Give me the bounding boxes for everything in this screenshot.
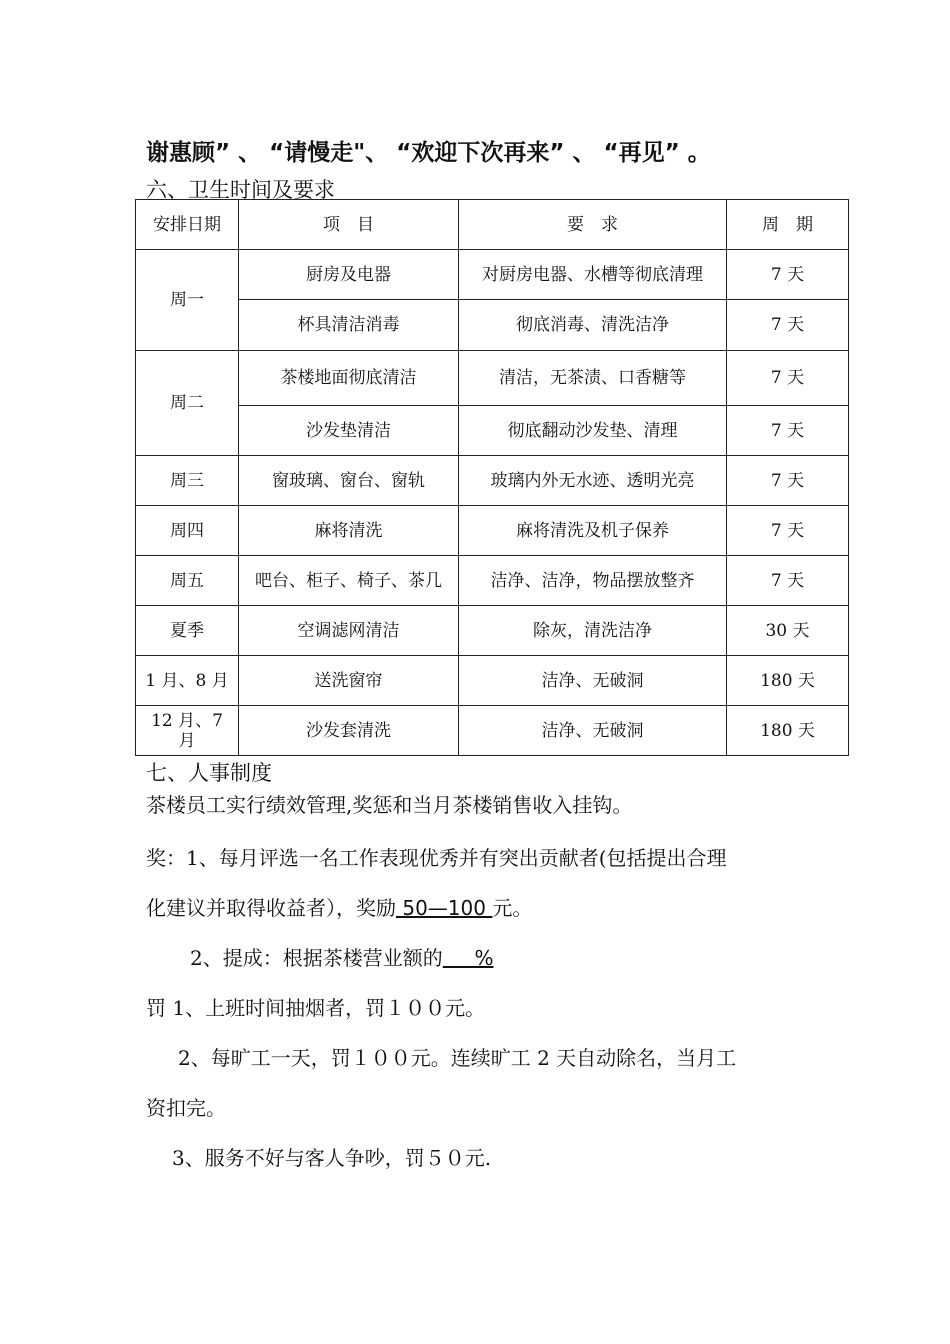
reward-amount: 50—100 [396,896,493,920]
cycle-cell: 180 天 [727,656,849,706]
cycle-cell: 30 天 [727,606,849,656]
header-date: 安排日期 [136,200,239,250]
reward-1-line-1: 奖：1、每月评选一名工作表现优秀并有突出贡献者(包括提出合理 [146,846,727,870]
penalty-2-line-1: 2、每旷工一天，罚１００元。连续旷工 2 天自动除名，当月工 [178,1046,737,1070]
table-row [136,406,849,456]
requirement-cell: 洁净、无破洞 [459,656,727,706]
day-cell: 周四 [136,506,239,556]
header-cycle: 周 期 [727,200,849,250]
day-cell: 周五 [136,556,239,606]
reward-1-suffix: 元。 [492,896,533,920]
hygiene-schedule-table [135,199,849,756]
table-row [136,300,849,351]
item-cell: 麻将清洗 [239,506,459,556]
commission-percent-blank: % [442,946,494,970]
item-cell: 厨房及电器 [239,250,459,300]
penalty-3: 3、服务不好与客人争吵，罚５０元. [172,1146,492,1170]
cycle-cell: 7 天 [727,556,849,606]
requirement-cell: 洁净、洁净，物品摆放整齐 [459,556,727,606]
item-cell: 窗玻璃、窗台、窗轨 [239,456,459,506]
item-cell: 吧台、柜子、椅子、茶几 [239,556,459,606]
day-cell: 周一 [136,250,239,351]
cycle-cell: 7 天 [727,300,849,351]
requirement-cell: 洁净、无破洞 [459,706,727,756]
penalty-2-line-2: 资扣完。 [146,1096,226,1120]
reward-2-line [190,943,494,973]
cycle-cell: 7 天 [727,351,849,406]
requirement-cell: 彻底翻动沙发垫、清理 [459,406,727,456]
day-cell: 周三 [136,456,239,506]
item-cell: 杯具清洁消毒 [239,300,459,351]
requirement-cell: 清洁，无茶渍、口香糖等 [459,351,727,406]
table-row [136,506,849,556]
section-6-title: 六、卫生时间及要求 [146,178,335,202]
item-cell: 送洗窗帘 [239,656,459,706]
section-7-title: 七、人事制度 [146,761,272,785]
day-cell: 12 月、7 月 [136,706,239,756]
cycle-cell: 180 天 [727,706,849,756]
requirement-cell: 麻将清洗及机子保养 [459,506,727,556]
header-requirement: 要 求 [459,200,727,250]
item-cell: 空调滤网清洁 [239,606,459,656]
penalty-1: 罚 1、上班时间抽烟者，罚１００元。 [146,996,486,1020]
header-item: 项 目 [239,200,459,250]
reward-1-line-2 [146,893,532,923]
personnel-intro: 茶楼员工实行绩效管理,奖惩和当月茶楼销售收入挂钩。 [146,793,633,817]
table-row [136,351,849,406]
table-header-row [136,200,849,250]
requirement-cell: 玻璃内外无水迹、透明光亮 [459,456,727,506]
day-cell: 夏季 [136,606,239,656]
cycle-cell: 7 天 [727,456,849,506]
table-row [136,250,849,300]
cycle-cell: 7 天 [727,506,849,556]
day-cell: 1 月、8 月 [136,656,239,706]
table-row [136,656,849,706]
cycle-cell: 7 天 [727,250,849,300]
table-row [136,606,849,656]
greeting-line: 谢惠顾” 、 “请慢走"、 “欢迎下次再来” 、 “再见” 。 [146,140,711,166]
requirement-cell: 除灰，清洗洁净 [459,606,727,656]
table-row [136,456,849,506]
item-cell: 沙发垫清洁 [239,406,459,456]
reward-1-text: 化建议并取得收益者），奖励 [146,896,396,920]
item-cell: 茶楼地面彻底清洁 [239,351,459,406]
item-cell: 沙发套清洗 [239,706,459,756]
table-row [136,556,849,606]
reward-2-text: 2、提成：根据茶楼营业额的 [190,946,443,970]
table-row [136,706,849,756]
cycle-cell: 7 天 [727,406,849,456]
requirement-cell: 彻底消毒、清洗洁净 [459,300,727,351]
day-cell: 周二 [136,351,239,456]
requirement-cell: 对厨房电器、水槽等彻底清理 [459,250,727,300]
